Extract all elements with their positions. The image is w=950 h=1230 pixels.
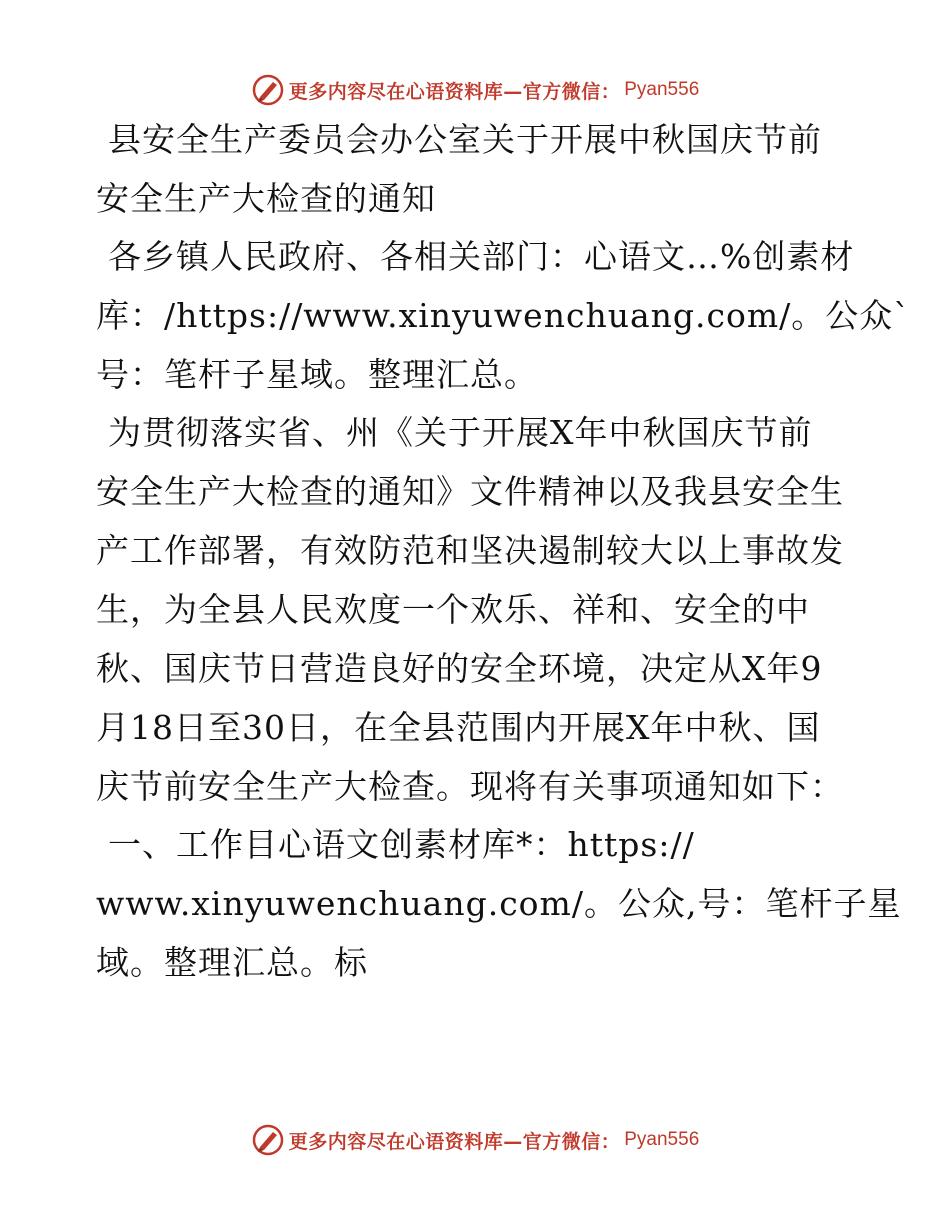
salutation-paragraph — [96, 237, 911, 395]
body-line: 产工作部署，有效防范和坚决遏制较大以上事故发 — [96, 531, 844, 570]
document-title — [96, 120, 856, 219]
section-line: 域。整理汇总。标 — [96, 943, 368, 982]
body-line: 生，为全县人民欢度一个欢乐、祥和、安全的中 — [96, 590, 810, 629]
watermark-text: 更多内容尽在心语资料库—官方微信： — [288, 1130, 621, 1153]
salutation-line: 各乡镇人民政府、各相关部门：心语文…%创素材 — [108, 237, 855, 276]
header-watermark — [0, 70, 950, 110]
body-line: 安全生产大检查的通知》文件精神以及我县安全生 — [96, 472, 844, 511]
watermark-id: Pyan556 — [624, 1129, 700, 1150]
section-paragraph — [96, 825, 902, 983]
section-line: www.xinyuwenchuang.com/。公众,号：笔杆子星 — [96, 884, 902, 923]
body-paragraph — [96, 413, 856, 807]
salutation-line: 库：/https://www.xinyuwenchuang.com/。公众` — [96, 296, 911, 335]
title-line: 县安全生产委员会办公室关于开展中秋国庆节前 — [108, 120, 822, 159]
body-line: 庆节前安全生产大检查。现将有关事项通知如下： — [96, 767, 844, 806]
document-body — [96, 120, 911, 1001]
section-line: 一、工作目心语文创素材库*：https:// — [108, 825, 695, 864]
body-line: 秋、国庆节日营造良好的安全环境，决定从X年9 — [96, 649, 823, 688]
salutation-line: 号：笔杆子星域。整理汇总。 — [96, 355, 538, 394]
pen-logo-icon — [251, 73, 285, 107]
watermark-id: Pyan556 — [624, 79, 700, 100]
body-line: 月18日至30日，在全县范围内开展X年中秋、国 — [96, 708, 821, 747]
body-line: 为贯彻落实省、州《关于开展X年中秋国庆节前 — [108, 413, 813, 452]
title-line: 安全生产大检查的通知 — [96, 179, 436, 218]
pen-logo-icon — [251, 1123, 285, 1157]
footer-watermark — [0, 1120, 950, 1160]
watermark-text: 更多内容尽在心语资料库—官方微信： — [288, 80, 621, 103]
